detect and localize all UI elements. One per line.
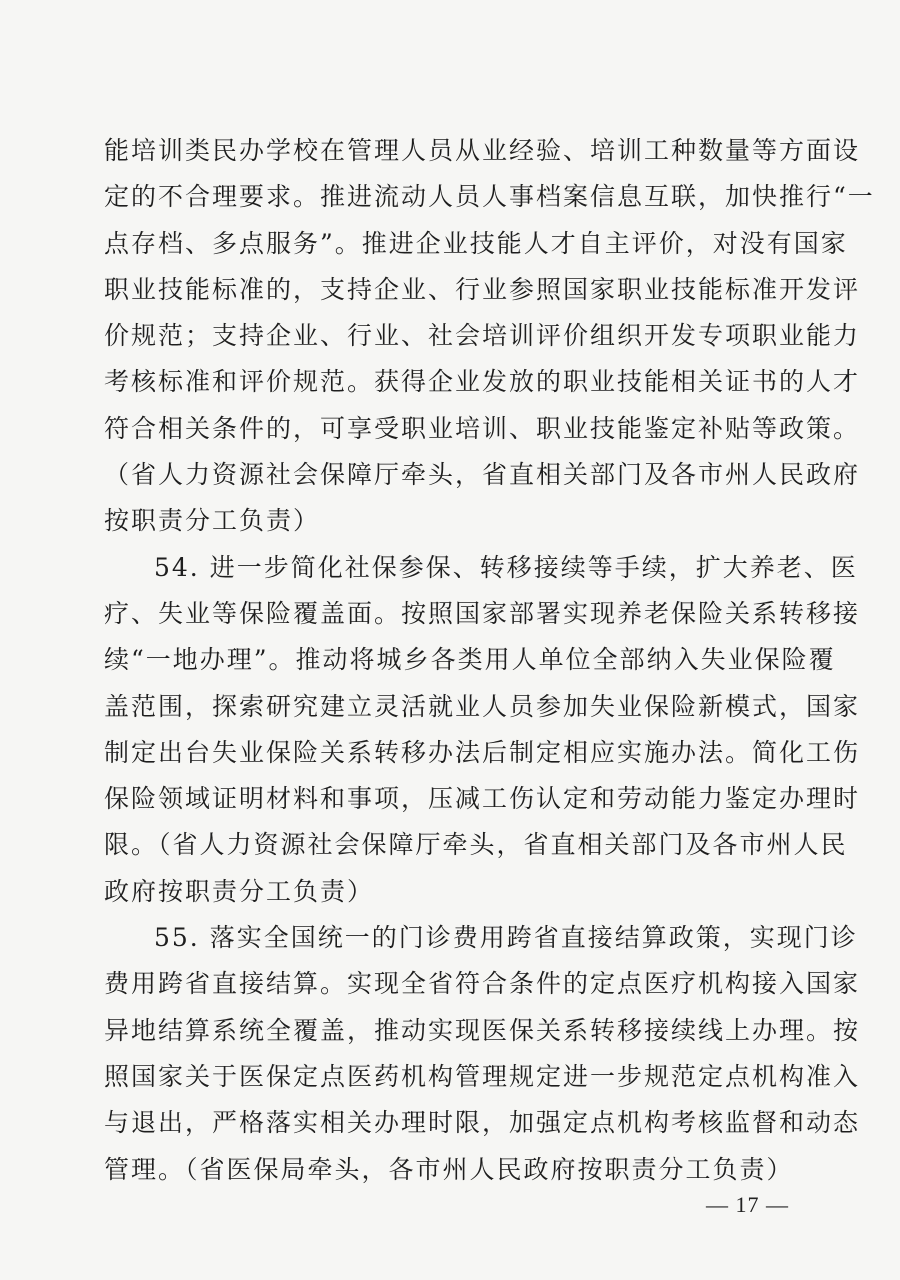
- text-line: 管理。（省医保局牵头，各市州人民政府按职责分工负责）: [104, 1154, 794, 1184]
- text-line: 制定出台失业保险关系转移办法后制定相应实施办法。简化工伤: [104, 737, 861, 767]
- text-line: 定的不合理要求。推进流动人员人事档案信息互联，加快推行“一: [104, 182, 875, 212]
- text-line: 费用跨省直接结算。实现全省符合条件的定点医疗机构接入国家: [104, 969, 861, 999]
- text-line: 保险领域证明材料和事项，压减工伤认定和劳动能力鉴定办理时: [104, 784, 861, 814]
- item-55-first-line: 55. 落实全国统一的门诊费用跨省直接结算政策，实现门诊: [154, 923, 858, 953]
- text-line: 能培训类民办学校在管理人员从业经验、培训工种数量等方面设: [104, 136, 861, 165]
- item-54-first-line: 54. 进一步简化社保参保、转移接续等手续，扩大养老、医: [154, 552, 858, 582]
- body-text: [104, 128, 875, 1193]
- page-number: — 17 —: [706, 1192, 789, 1217]
- text-line: 照国家关于医保定点医药机构管理规定进一步规范定点机构准入: [104, 1061, 861, 1091]
- text-line: 限。（省人力资源社会保障厅牵头，省直相关部门及各市州人民: [104, 830, 848, 860]
- text-line: 职业技能标准的，支持企业、行业参照国家职业技能标准开发评: [104, 274, 861, 304]
- text-line: （省人力资源社会保障厅牵头，省直相关部门及各市州人民政府: [104, 460, 861, 490]
- text-line: 与退出，严格落实相关办理时限，加强定点机构考核监督和动态: [104, 1108, 861, 1138]
- text-line: 考核标准和评价规范。获得企业发放的职业技能相关证书的人才: [104, 367, 861, 397]
- text-line: 异地结算系统全覆盖，推动实现医保关系转移接续线上办理。按: [104, 1015, 861, 1045]
- text-line: 符合相关条件的，可享受职业培训、职业技能鉴定补贴等政策。: [104, 413, 861, 443]
- text-line: 按职责分工负责）: [104, 506, 321, 536]
- text-line: 疗、失业等保险覆盖面。按照国家部署实现养老保险关系转移接: [104, 598, 861, 628]
- text-line: 续“一地办理”。推动将城乡各类用人单位全部纳入失业保险覆: [104, 645, 836, 675]
- text-line: 价规范；支持企业、行业、社会培训评价组织开发专项职业能力: [104, 321, 861, 351]
- text-line: 盖范围，探索研究建立灵活就业人员参加失业保险新模式，国家: [104, 691, 861, 721]
- text-line: 点存档、多点服务”。推进企业技能人才自主评价，对没有国家: [104, 228, 848, 258]
- text-line: 政府按职责分工负责）: [104, 876, 375, 906]
